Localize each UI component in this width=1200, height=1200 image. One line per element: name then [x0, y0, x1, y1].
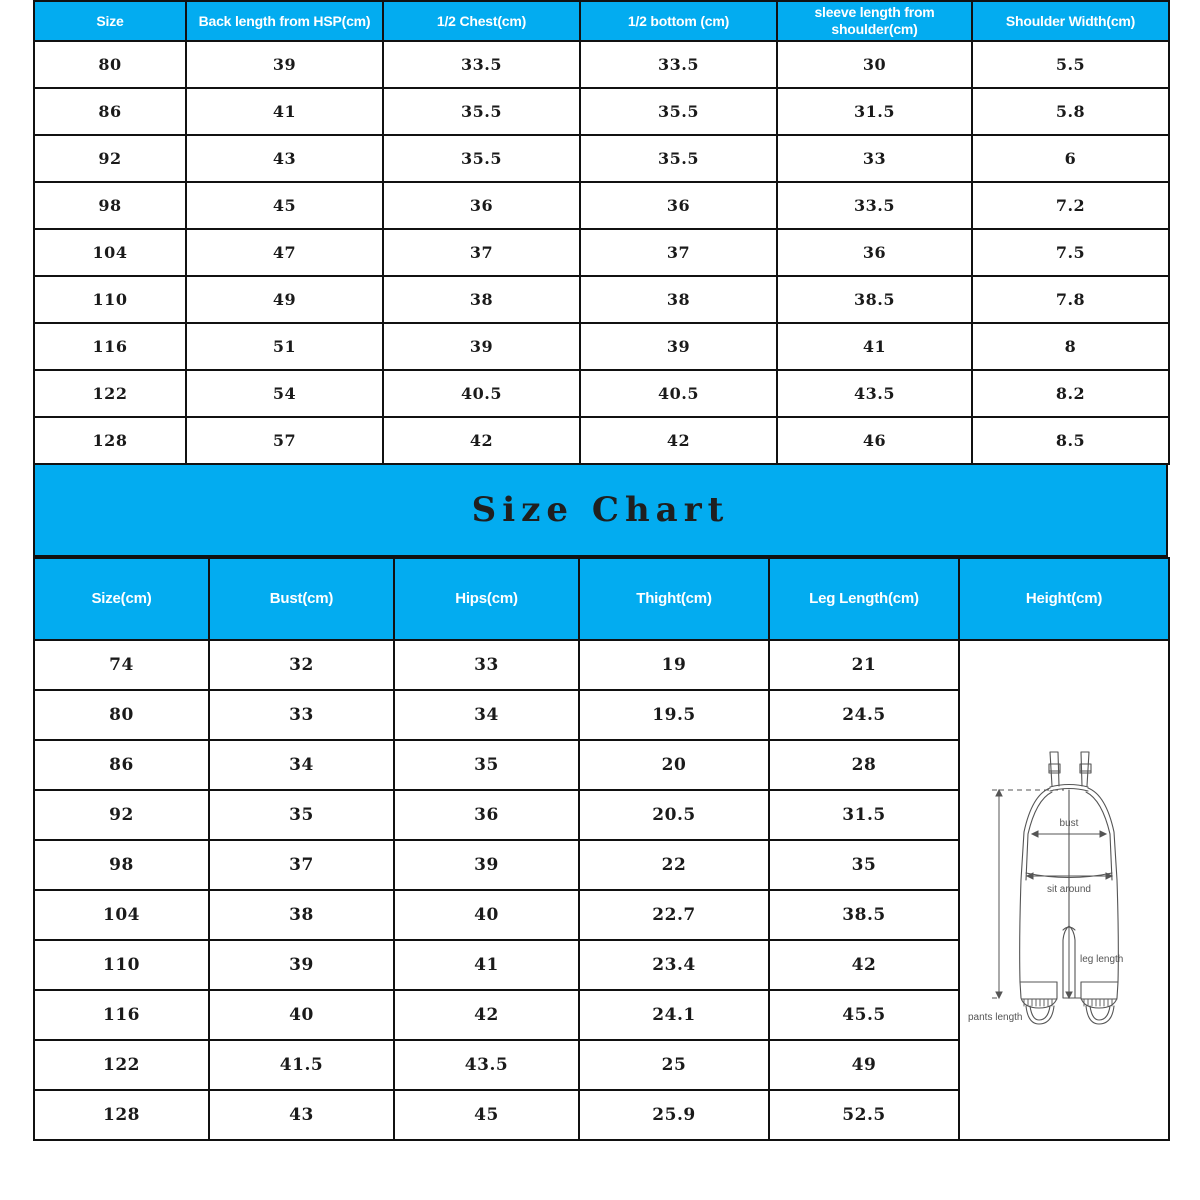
cell-value: 25.9	[579, 1090, 769, 1140]
cell-value: 24.5	[769, 690, 959, 740]
cell-value: 21	[769, 640, 959, 690]
cell-value: 28	[769, 740, 959, 790]
cell-value: 19.5	[579, 690, 769, 740]
cell-value: 57	[186, 417, 383, 464]
cell-size: 92	[34, 135, 186, 182]
garment-top-size-table	[33, 0, 1170, 465]
cell-value: 7.2	[972, 182, 1169, 229]
cell-value: 43.5	[394, 1040, 579, 1090]
cell-value: 36	[580, 182, 777, 229]
table-header-row	[34, 1, 1169, 41]
cell-size: 86	[34, 740, 209, 790]
overalls-measurement-diagram	[960, 740, 1168, 1040]
diagram-label-leg-length: leg length	[1080, 954, 1124, 965]
cell-value: 49	[769, 1040, 959, 1090]
diagram-label-sit-around: sit around	[1047, 884, 1091, 895]
cell-value: 7.8	[972, 276, 1169, 323]
cell-size: 86	[34, 88, 186, 135]
cell-value: 33	[777, 135, 972, 182]
cell-size: 104	[34, 890, 209, 940]
table-row	[34, 229, 1169, 276]
cell-value: 54	[186, 370, 383, 417]
cell-value: 35	[769, 840, 959, 890]
cell-value: 25	[579, 1040, 769, 1090]
diagram-label-bust: bust	[1059, 818, 1079, 829]
table-row	[34, 417, 1169, 464]
diagram-label-pants-length: pants length	[968, 1012, 1023, 1023]
cell-value: 40.5	[383, 370, 580, 417]
cell-size: 98	[34, 840, 209, 890]
cell-value: 36	[394, 790, 579, 840]
cell-value: 31.5	[777, 88, 972, 135]
cell-value: 40	[394, 890, 579, 940]
column-header-half-chest: 1/2 Chest(cm)	[383, 1, 580, 41]
cell-value: 41	[186, 88, 383, 135]
cell-value: 39	[186, 41, 383, 88]
cell-value: 43.5	[777, 370, 972, 417]
cell-size: 110	[34, 940, 209, 990]
cell-value: 35	[394, 740, 579, 790]
cell-value: 8.2	[972, 370, 1169, 417]
height-column-diagram-cell	[959, 640, 1169, 1140]
table-row	[34, 135, 1169, 182]
cell-value: 6	[972, 135, 1169, 182]
cell-value: 22	[579, 840, 769, 890]
cell-size: 74	[34, 640, 209, 690]
cell-value: 23.4	[579, 940, 769, 990]
cell-value: 45	[394, 1090, 579, 1140]
cell-value: 47	[186, 229, 383, 276]
cell-value: 37	[209, 840, 394, 890]
size-chart-title: Size Chart	[471, 490, 730, 530]
column-header-thigh: Thight(cm)	[579, 558, 769, 640]
column-header-size-cm: Size(cm)	[34, 558, 209, 640]
size-chart-banner	[33, 465, 1168, 557]
cell-size: 128	[34, 1090, 209, 1140]
cell-size: 122	[34, 370, 186, 417]
cell-value: 36	[777, 229, 972, 276]
cell-value: 43	[186, 135, 383, 182]
cell-value: 36	[383, 182, 580, 229]
column-header-back-length: Back length from HSP(cm)	[186, 1, 383, 41]
cell-value: 5.5	[972, 41, 1169, 88]
cell-value: 22.7	[579, 890, 769, 940]
cell-value: 35	[209, 790, 394, 840]
cell-value: 35.5	[580, 88, 777, 135]
cell-value: 30	[777, 41, 972, 88]
table-row	[34, 370, 1169, 417]
column-header-leg-length: Leg Length(cm)	[769, 558, 959, 640]
cell-value: 8	[972, 323, 1169, 370]
table-row	[34, 276, 1169, 323]
cell-value: 46	[777, 417, 972, 464]
cell-value: 33.5	[383, 41, 580, 88]
cell-value: 37	[383, 229, 580, 276]
cell-value: 31.5	[769, 790, 959, 840]
column-header-height: Height(cm)	[959, 558, 1169, 640]
garment-bottom-size-table	[33, 557, 1170, 1141]
cell-value: 34	[209, 740, 394, 790]
column-header-sleeve-length: sleeve length from shoulder(cm)	[777, 1, 972, 41]
cell-value: 33.5	[580, 41, 777, 88]
cell-value: 20.5	[579, 790, 769, 840]
cell-value: 40	[209, 990, 394, 1040]
cell-value: 7.5	[972, 229, 1169, 276]
column-header-hips: Hips(cm)	[394, 558, 579, 640]
cell-size: 128	[34, 417, 186, 464]
cell-value: 42	[383, 417, 580, 464]
table-header-row	[34, 558, 1169, 640]
cell-size: 98	[34, 182, 186, 229]
cell-value: 5.8	[972, 88, 1169, 135]
cell-value: 43	[209, 1090, 394, 1140]
cell-value: 35.5	[580, 135, 777, 182]
cell-value: 33.5	[777, 182, 972, 229]
table-row	[34, 41, 1169, 88]
cell-value: 37	[580, 229, 777, 276]
cell-value: 32	[209, 640, 394, 690]
cell-value: 39	[394, 840, 579, 890]
cell-size: 116	[34, 990, 209, 1040]
cell-value: 8.5	[972, 417, 1169, 464]
cell-value: 24.1	[579, 990, 769, 1040]
column-header-half-bottom: 1/2 bottom (cm)	[580, 1, 777, 41]
cell-value: 39	[383, 323, 580, 370]
table-row	[34, 182, 1169, 229]
cell-value: 45.5	[769, 990, 959, 1040]
cell-value: 49	[186, 276, 383, 323]
cell-value: 45	[186, 182, 383, 229]
cell-value: 35.5	[383, 135, 580, 182]
cell-value: 38	[383, 276, 580, 323]
cell-size: 116	[34, 323, 186, 370]
cell-value: 38.5	[777, 276, 972, 323]
cell-value: 41	[777, 323, 972, 370]
cell-value: 42	[394, 990, 579, 1040]
cell-size: 122	[34, 1040, 209, 1090]
cell-value: 51	[186, 323, 383, 370]
cell-value: 33	[209, 690, 394, 740]
cell-value: 38	[209, 890, 394, 940]
cell-value: 38.5	[769, 890, 959, 940]
column-header-shoulder-width: Shoulder Width(cm)	[972, 1, 1169, 41]
cell-size: 80	[34, 41, 186, 88]
table-row	[34, 88, 1169, 135]
cell-value: 52.5	[769, 1090, 959, 1140]
cell-size: 80	[34, 690, 209, 740]
cell-value: 38	[580, 276, 777, 323]
cell-value: 39	[580, 323, 777, 370]
cell-value: 20	[579, 740, 769, 790]
column-header-size: Size	[34, 1, 186, 41]
cell-value: 33	[394, 640, 579, 690]
table-row	[34, 323, 1169, 370]
cell-size: 110	[34, 276, 186, 323]
column-header-bust: Bust(cm)	[209, 558, 394, 640]
cell-size: 92	[34, 790, 209, 840]
overalls-diagram-svg	[964, 740, 1164, 1040]
cell-value: 40.5	[580, 370, 777, 417]
cell-value: 42	[769, 940, 959, 990]
cell-value: 35.5	[383, 88, 580, 135]
cell-value: 39	[209, 940, 394, 990]
table-row	[34, 640, 1169, 690]
cell-value: 41	[394, 940, 579, 990]
cell-value: 42	[580, 417, 777, 464]
cell-value: 41.5	[209, 1040, 394, 1090]
cell-size: 104	[34, 229, 186, 276]
cell-value: 34	[394, 690, 579, 740]
cell-value: 19	[579, 640, 769, 690]
